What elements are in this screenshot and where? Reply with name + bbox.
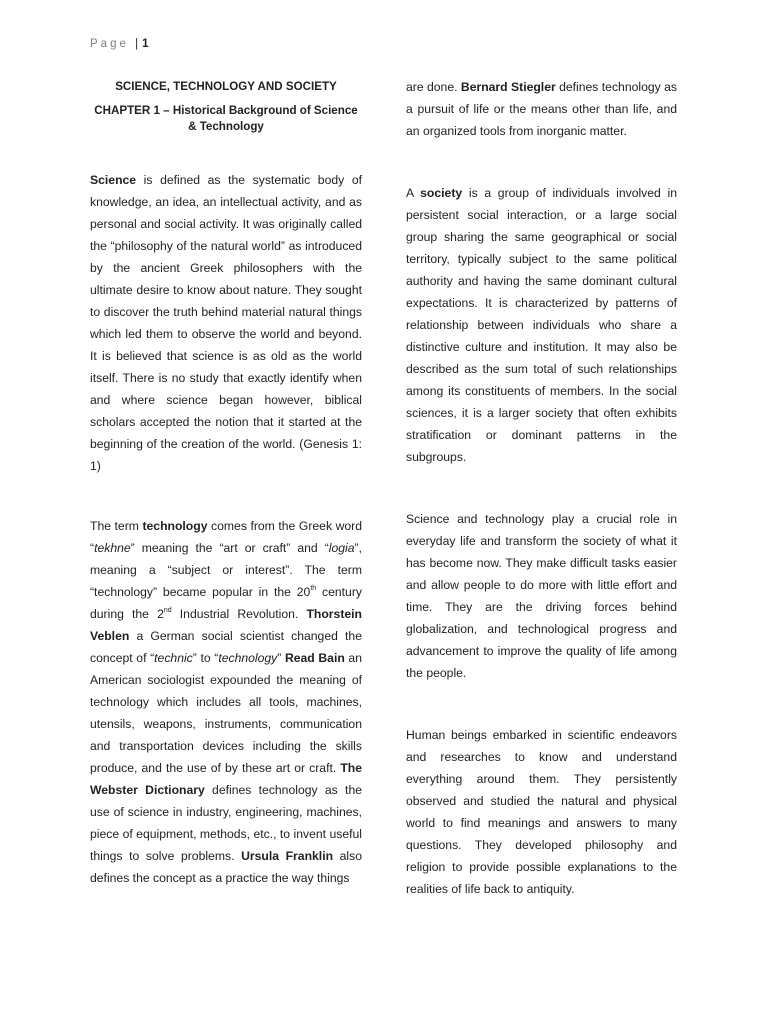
science-technology-role-paragraph: Science and technology play a crucial role in everyday life and transform the society of what it has become now. They make difficult tasks easier and allow people to do more with little effort and time. They are the driving forces behind globalization, and technological progress and advancement to improve the quality of life among the people. bbox=[406, 512, 677, 680]
technology-continued-paragraph bbox=[406, 76, 677, 142]
text-run: Industrial Revolution. bbox=[171, 607, 307, 621]
text-run: are done. bbox=[406, 80, 461, 94]
text-run: ” bbox=[277, 651, 285, 665]
logia-term: logia bbox=[328, 541, 355, 555]
text-run: is a group of individuals involved in persistent social interaction, or a large social group sharing the same geographical or social territory, typically subject to the same political authority and having the same dominant cultural expectations. It is characterized by patterns of relationship between individuals who share a distinctive culture and institution. It may also be described as the sum total of such relationships among its constituents of members. In the social sciences, it is a larger society that often exhibits stratification or dominant patterns in the subgroups. bbox=[406, 186, 678, 464]
bain-name: Read Bain bbox=[284, 651, 345, 665]
text-run: A bbox=[406, 186, 421, 200]
page-header bbox=[90, 38, 148, 50]
technology-term: technology bbox=[142, 519, 208, 533]
page-separator: | bbox=[135, 38, 139, 50]
text-run: ” meaning the “art or craft” and “ bbox=[130, 541, 329, 555]
text-run: a German social scientist changed the concept of “ bbox=[90, 629, 362, 665]
technology-paragraph bbox=[90, 515, 362, 889]
text-run: The term bbox=[90, 519, 143, 533]
human-endeavors-paragraph: Human beings embarked in scientific endeavors and researches to know and understand everything around them. They persistently observed and studied the natural and physical world to find meanings and answers to many questions. They developed philosophy and religion to provide possible explanations to the realities of life back to antiquity. bbox=[406, 728, 677, 896]
science-text: is defined as the systematic body of knowledge, an idea, an intellectual activity, and as personal and social activity. It was originally called the “philosophy of the natural world” as introduced by the ancient Greek philosophers with the ultimate desire to know about nature. They sought to discover the truth behind material natural things which led them to observe the world and beyond. It is believed that science is as old as the world itself. There is no study that exactly identify when and where science began however, biblical scholars accepted the notion that it started at the beginning of the creation of the world. (Genesis 1: 1) bbox=[90, 173, 362, 473]
superscript-th: th bbox=[310, 585, 317, 592]
page-label: Page bbox=[90, 38, 129, 50]
text-run: comes from the Greek word “ bbox=[90, 519, 363, 555]
page-number: 1 bbox=[142, 38, 149, 50]
science-paragraph bbox=[90, 169, 362, 477]
text-run: an American sociologist expounded the meaning of technology which includes all tools, machines, utensils, weapons, instruments, communication and transportation devices including the skills produce, and the use of by these art or craft. bbox=[90, 651, 362, 775]
right-column bbox=[406, 76, 677, 900]
text-run: century during the 2 bbox=[90, 585, 362, 621]
webster-name: The Webster Dictionary bbox=[90, 761, 362, 797]
text-run: defines technology as the use of science in industry, engineering, machines, piece of equipment, methods, etc., to invent useful things to solve problems. bbox=[90, 783, 362, 863]
society-paragraph bbox=[406, 182, 677, 468]
text-run: ”, meaning a “subject or interest”. The term “technology” became popular in the 20 bbox=[90, 541, 362, 599]
document-title: SCIENCE, TECHNOLOGY AND SOCIETY bbox=[115, 80, 337, 93]
science-term: Science bbox=[90, 173, 137, 187]
veblen-name: Thorstein Veblen bbox=[90, 607, 362, 643]
technic-term: technic bbox=[154, 651, 193, 665]
chapter-title-line2: & Technology bbox=[188, 120, 264, 133]
stiegler-name: Bernard Stiegler bbox=[460, 80, 556, 94]
chapter-title-line1: CHAPTER 1 – Historical Background of Science bbox=[94, 104, 358, 117]
society-term: society bbox=[420, 186, 463, 200]
text-run: ” to “ bbox=[192, 651, 219, 665]
tekhne-term: tekhne bbox=[94, 541, 131, 555]
text-run: defines technology as a pursuit of life or the means other than life, and an organized tools from inorganic matter. bbox=[406, 80, 677, 138]
technology-italic-term: technology bbox=[218, 651, 278, 665]
text-run: also defines the concept as a practice the way things bbox=[90, 849, 362, 885]
chapter-title bbox=[90, 103, 362, 135]
left-column bbox=[90, 76, 362, 889]
franklin-name: Ursula Franklin bbox=[241, 849, 334, 863]
superscript-nd: nd bbox=[163, 607, 172, 614]
